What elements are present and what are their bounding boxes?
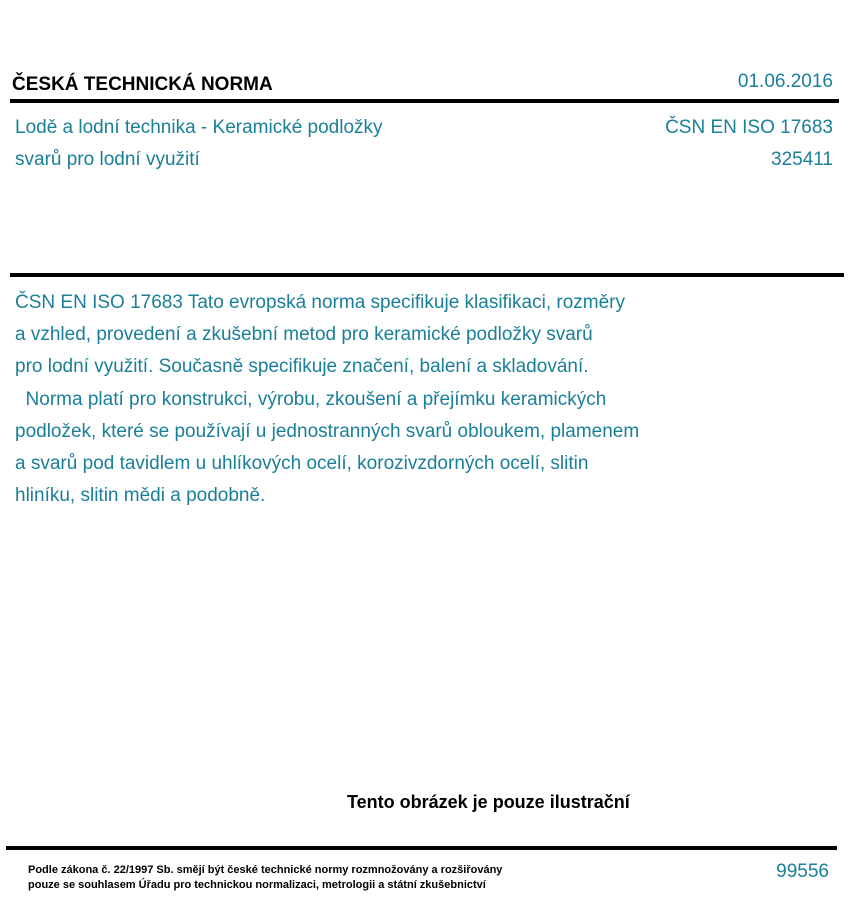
footer-divider bbox=[6, 846, 837, 850]
abstract-line: ČSN EN ISO 17683 Tato evropská norma specifikuje klasifikaci, rozměry bbox=[15, 292, 626, 313]
publication-date: 01.06.2016 bbox=[737, 71, 833, 92]
section-divider bbox=[10, 273, 844, 277]
abstract-text bbox=[15, 287, 735, 512]
abstract-line: a vzhled, provedení a zkušební metod pro keramické podložky svarů bbox=[15, 324, 593, 346]
document-title-line-1: Lodě a lodní technika - Keramické podložky bbox=[15, 117, 383, 138]
abstract-line: Norma platí pro konstrukci, výrobu, zkoušení a přejímku keramických bbox=[15, 388, 607, 410]
abstract-line: pro lodní využití. Současně specifikuje značení, balení a skladování. bbox=[15, 356, 589, 378]
header-title: ČESKÁ TECHNICKÁ NORMA bbox=[12, 74, 273, 95]
abstract-line: a svarů pod tavidlem u uhlíkových ocelí, korozivzdorných ocelí, slitin bbox=[15, 453, 589, 475]
abstract-line: hliníku, slitin mědi a podobně. bbox=[15, 485, 266, 507]
legal-notice-line-1: Podle zákona č. 22/1997 Sb. smějí být české technické normy rozmnožovány a rozšiřovány bbox=[28, 864, 503, 876]
document-title-line-2: svarů pro lodní využití bbox=[15, 149, 200, 170]
legal-notice-line-2: pouze se souhlasem Úřadu pro technickou normalizaci, metrologii a státní zkušebnictví bbox=[28, 879, 486, 891]
legal-notice bbox=[28, 863, 502, 893]
class-number: 325411 bbox=[771, 149, 833, 170]
abstract-line: podložek, které se používají u jednostranných svarů obloukem, plamenem bbox=[15, 420, 640, 442]
illustration-note: Tento obrázek je pouze ilustrační bbox=[347, 792, 630, 812]
header-divider bbox=[10, 99, 839, 103]
standard-code: ČSN EN ISO 17683 bbox=[665, 117, 833, 138]
document-id: 99556 bbox=[776, 861, 829, 882]
